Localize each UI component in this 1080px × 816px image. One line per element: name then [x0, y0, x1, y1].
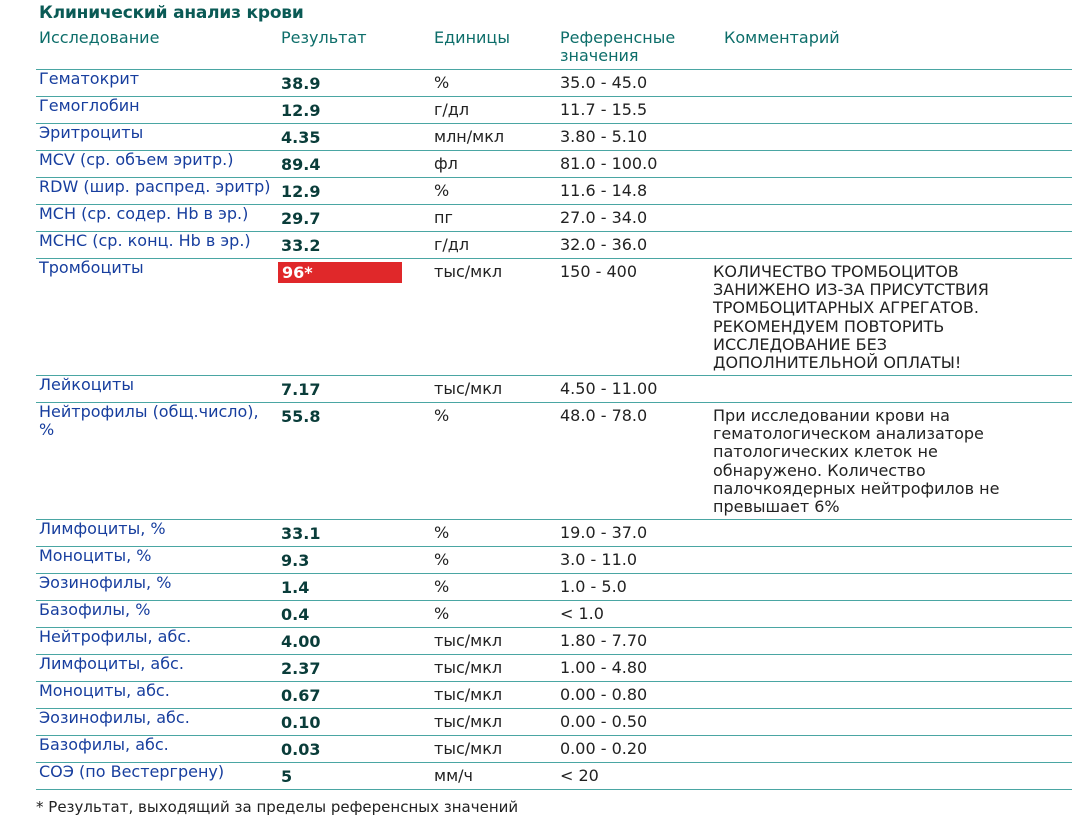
test-units: г/дл	[434, 235, 470, 254]
test-reference: 27.0 - 34.0	[560, 208, 648, 227]
test-units: тыс/мкл	[434, 658, 503, 677]
test-reference: 4.50 - 11.00	[560, 379, 658, 398]
test-reference: 3.80 - 5.10	[560, 127, 648, 146]
test-reference: 0.00 - 0.20	[560, 739, 648, 758]
test-reference: 1.00 - 4.80	[560, 658, 648, 677]
test-name: Базофилы, абс.	[39, 735, 169, 754]
test-units: %	[434, 577, 450, 596]
table-row	[36, 376, 1072, 403]
header-name: Исследование	[39, 28, 160, 47]
test-name: Эозинофилы, абс.	[39, 708, 190, 727]
test-units: г/дл	[434, 100, 470, 119]
test-result: 1.4	[281, 578, 310, 597]
test-comment: При исследовании крови на гематологическом анализаторе патологических клеток не обнаружено. Количество палочкоядерных нейтрофилов не превышает 6%	[713, 406, 1000, 517]
test-reference: 35.0 - 45.0	[560, 73, 648, 92]
test-reference: < 20	[560, 766, 599, 785]
test-reference: 11.7 - 15.5	[560, 100, 648, 119]
test-name: Нейтрофилы, абс.	[39, 627, 192, 646]
table-row	[36, 124, 1072, 151]
test-units: %	[434, 73, 450, 92]
test-result: 33.2	[281, 236, 321, 255]
flagged-result: 96*	[278, 262, 402, 283]
test-result: 89.4	[281, 155, 321, 174]
test-result: 33.1	[281, 524, 321, 543]
test-result: 2.37	[281, 659, 321, 678]
test-units: тыс/мкл	[434, 712, 503, 731]
test-reference: 11.6 - 14.8	[560, 181, 648, 200]
table-row	[36, 574, 1072, 601]
table-row	[36, 547, 1072, 574]
test-reference: < 1.0	[560, 604, 604, 623]
test-name: Гематокрит	[39, 69, 140, 88]
test-name: СОЭ (по Вестергрену)	[39, 762, 225, 781]
test-result: 4.35	[281, 128, 321, 147]
test-result: 29.7	[281, 209, 321, 228]
test-units: млн/мкл	[434, 127, 505, 146]
test-units: тыс/мкл	[434, 631, 503, 650]
table-row	[36, 763, 1072, 790]
table-row	[36, 151, 1072, 178]
test-reference: 0.00 - 0.80	[560, 685, 648, 704]
test-units: фл	[434, 154, 458, 173]
test-name: MCH (ср. содер. Hb в эр.)	[39, 204, 249, 223]
test-name: Лимфоциты, абс.	[39, 654, 184, 673]
test-units: пг	[434, 208, 453, 227]
test-units: %	[434, 406, 450, 425]
test-result: 0.67	[281, 686, 321, 705]
test-name: Базофилы, %	[39, 600, 151, 619]
table-row	[36, 628, 1072, 655]
test-result: 5	[281, 767, 293, 786]
test-units: тыс/мкл	[434, 685, 503, 704]
table-row	[36, 178, 1072, 205]
table-row	[36, 736, 1072, 763]
header-reference	[560, 29, 675, 65]
test-reference: 0.00 - 0.50	[560, 712, 648, 731]
table-row	[36, 682, 1072, 709]
test-name: Моноциты, %	[39, 546, 152, 565]
table-row	[36, 259, 1072, 376]
header-units: Единицы	[434, 28, 510, 47]
table-row	[36, 205, 1072, 232]
test-units: тыс/мкл	[434, 379, 503, 398]
test-reference: 3.0 - 11.0	[560, 550, 638, 569]
header-comment: Комментарий	[724, 28, 840, 47]
test-name: Нейтрофилы (общ.число), %	[39, 402, 259, 439]
table-row	[36, 232, 1072, 259]
table-row	[36, 601, 1072, 628]
test-reference: 32.0 - 36.0	[560, 235, 648, 254]
test-result: 38.9	[281, 74, 321, 93]
test-name: Гемоглобин	[39, 96, 140, 115]
header-reference-line2: значения	[560, 46, 639, 65]
test-reference: 81.0 - 100.0	[560, 154, 658, 173]
test-result: 4.00	[281, 632, 321, 651]
test-units: %	[434, 604, 450, 623]
test-name: Лимфоциты, %	[39, 519, 166, 538]
test-result: 9.3	[281, 551, 310, 570]
table-row	[36, 655, 1072, 682]
test-name: MCV (ср. объем эритр.)	[39, 150, 234, 169]
test-units: тыс/мкл	[434, 739, 503, 758]
test-name: MCHC (ср. конц. Hb в эр.)	[39, 231, 251, 250]
test-result: 0.10	[281, 713, 321, 732]
test-name: Лейкоциты	[39, 375, 134, 394]
test-units: мм/ч	[434, 766, 473, 785]
test-reference: 1.80 - 7.70	[560, 631, 648, 650]
test-units: тыс/мкл	[434, 262, 503, 281]
test-result: 12.9	[281, 182, 321, 201]
table-row	[36, 97, 1072, 124]
header-result: Результат	[281, 28, 367, 47]
test-units: %	[434, 523, 450, 542]
test-result: 55.8	[281, 407, 321, 426]
table-row	[36, 403, 1072, 520]
footnote: * Результат, выходящий за пределы референсных значений	[36, 798, 519, 816]
test-units: %	[434, 550, 450, 569]
table-row	[36, 709, 1072, 736]
test-result: 0.03	[281, 740, 321, 759]
test-reference: 48.0 - 78.0	[560, 406, 648, 425]
test-units: %	[434, 181, 450, 200]
test-name: Эритроциты	[39, 123, 144, 142]
test-reference: 19.0 - 37.0	[560, 523, 648, 542]
test-result: 7.17	[281, 380, 321, 399]
report-title: Клинический анализ крови	[39, 3, 304, 23]
test-name: Моноциты, абс.	[39, 681, 170, 700]
table-row	[36, 70, 1072, 97]
test-name: RDW (шир. распред. эритр)	[39, 177, 271, 196]
header-reference-line1: Референсные	[560, 28, 676, 47]
test-result: 0.4	[281, 605, 310, 624]
test-name: Тромбоциты	[39, 258, 144, 277]
test-name: Эозинофилы, %	[39, 573, 172, 592]
test-reference: 150 - 400	[560, 262, 638, 281]
test-result: 12.9	[281, 101, 321, 120]
test-comment: КОЛИЧЕСТВО ТРОМБОЦИТОВ ЗАНИЖЕНО ИЗ-ЗА ПРИСУТСТВИЯ ТРОМБОЦИТАРНЫХ АГРЕГАТОВ. РЕКОМЕНДУЕМ ПОВТОРИТЬ ИССЛЕДОВАНИЕ БЕЗ ДОПОЛНИТЕЛЬНОЙ ОПЛАТЫ!	[713, 262, 989, 373]
test-reference: 1.0 - 5.0	[560, 577, 627, 596]
table-row	[36, 520, 1072, 547]
